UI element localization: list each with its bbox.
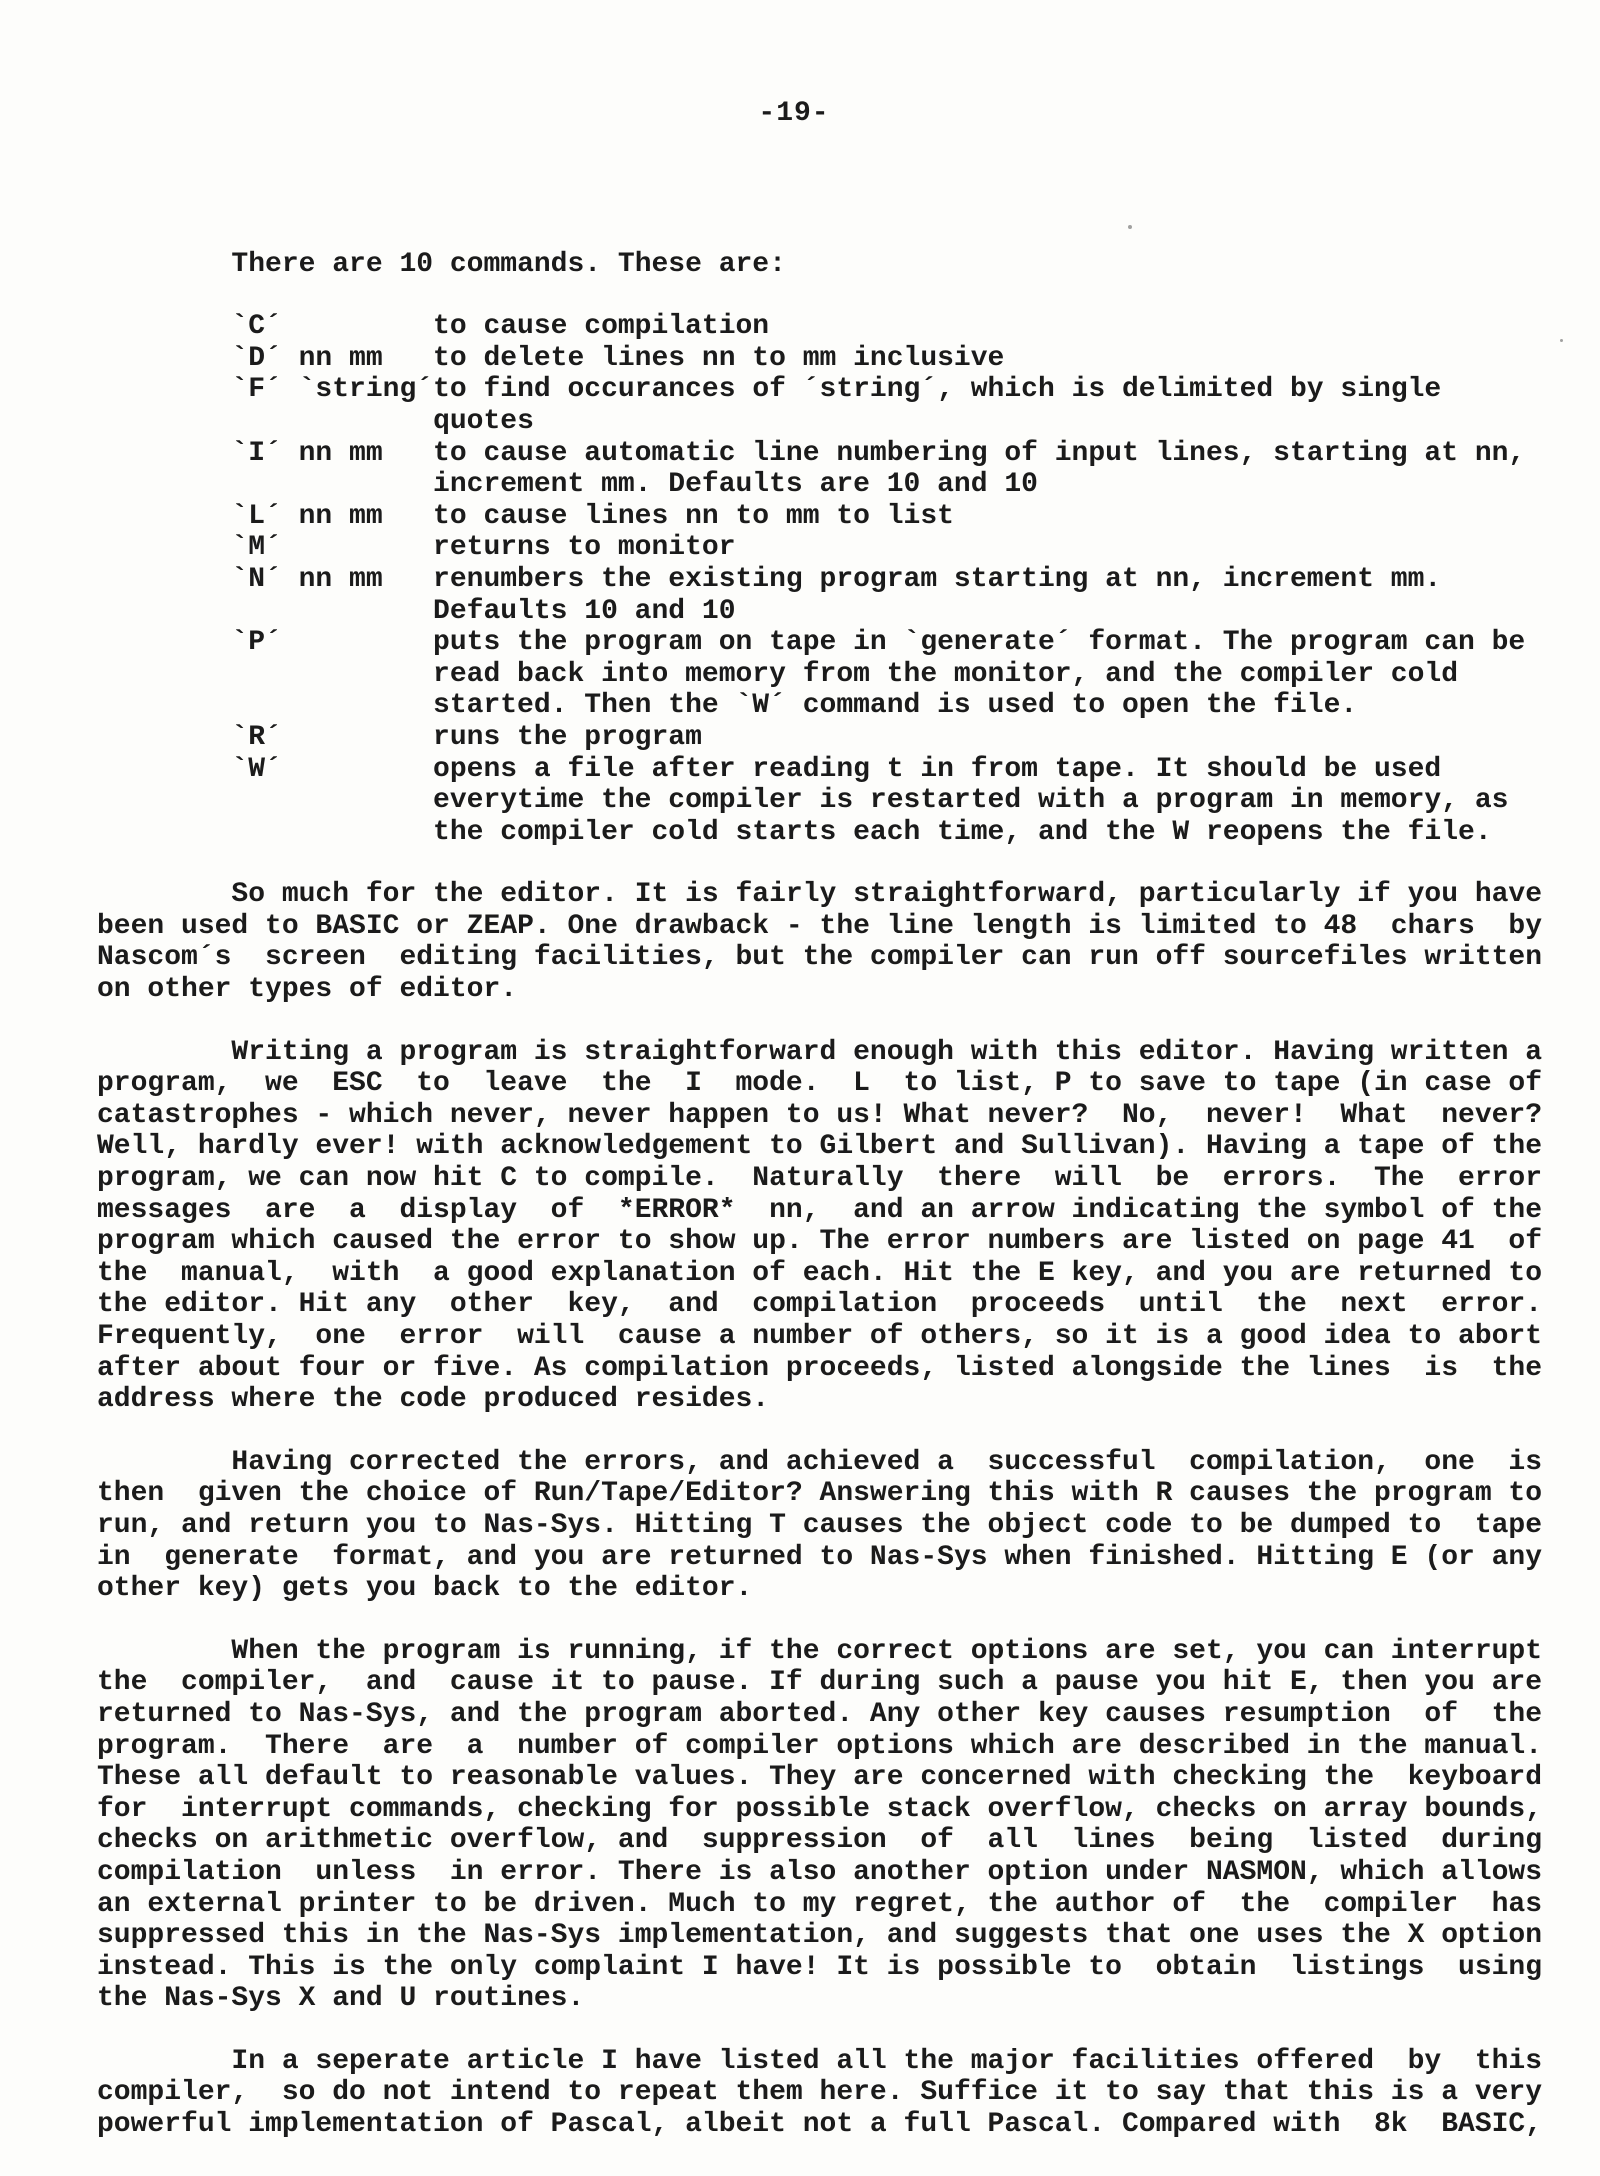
paragraph-line: Well, hardly ever! with acknowledgement to Gilbert and Sullivan). Having a tape of the [97, 1131, 1543, 1163]
command-key: `W´ [231, 753, 282, 785]
paragraph-line: for interrupt commands, checking for possible stack overflow, checks on array bounds, [97, 1793, 1543, 1825]
page-content [97, 98, 1557, 2141]
command-row [97, 438, 1557, 501]
paragraph-line: the compiler, and cause it to pause. If during such a pause you hit E, then you are [97, 1667, 1543, 1699]
scan-speck [1560, 339, 1563, 342]
paragraph-line: These all default to reasonable values. They are concerned with checking the keyboard [97, 1762, 1543, 1794]
intro-line: There are 10 commands. These are: [231, 248, 786, 280]
command-description [433, 374, 1557, 437]
paragraph-line: When the program is running, if the correct options are set, you can interrupt [231, 1635, 1543, 1667]
paragraph-line: Writing a program is straightforward enough with this editor. Having written a [231, 1036, 1543, 1068]
command-description-line: to cause compilation [433, 311, 770, 343]
command-description-line: the compiler cold starts each time, and the W reopens the file. [433, 816, 1492, 848]
paragraph-line: returned to Nas-Sys, and the program aborted. Any other key causes resumption of the [97, 1698, 1543, 1730]
command-description [433, 438, 1557, 501]
command-row [97, 532, 1557, 564]
paragraph-line: powerful implementation of Pascal, albeit not a full Pascal. Compared with 8k BASIC, [97, 2109, 1543, 2141]
paragraph-line: then given the choice of Run/Tape/Editor? Answering this with R causes the program to [97, 1478, 1543, 1510]
command-key: `L´ nn mm [231, 500, 383, 532]
paragraph-line: the manual, with a good explanation of each. Hit the E key, and you are returned to [97, 1257, 1543, 1289]
paragraph [97, 1447, 1557, 1605]
paragraph-line: In a seperate article I have listed all the major facilities offered by this [231, 2045, 1543, 2077]
paragraph-line: an external printer to be driven. Much to my regret, the author of the compiler has [97, 1888, 1543, 1920]
paragraph-line: the Nas-Sys X and U routines. [97, 1983, 585, 2015]
paragraph-line: other key) gets you back to the editor. [97, 1573, 753, 1605]
paragraph-line: Frequently, one error will cause a number of others, so it is a good idea to abort [97, 1321, 1543, 1352]
paragraph [97, 1636, 1557, 2015]
command-description-line: everytime the compiler is restarted with a program in memory, as [433, 785, 1509, 817]
paragraph-line: Having corrected the errors, and achieved a successful compilation, one is [231, 1446, 1543, 1478]
command-description-line: to cause automatic line numbering of input lines, starting at nn, [433, 437, 1526, 469]
paragraphs-container [97, 879, 1557, 2140]
paragraph-line: the editor. Hit any other key, and compilation proceeds until the next error. [97, 1289, 1543, 1321]
command-row [97, 564, 1557, 627]
paragraph-line: checks on arithmetic overflow, and suppression of all lines being listed during [97, 1825, 1543, 1857]
paragraph-line: program. There are a number of compiler options which are described in the manual. [97, 1730, 1543, 1762]
paragraph [97, 879, 1557, 1005]
paragraph-line: run, and return you to Nas-Sys. Hitting T causes the object code to be dumped to tape [97, 1509, 1543, 1541]
command-description-line: to find occurances of ´string´, which is delimited by single [433, 374, 1442, 406]
command-description-line: read back into memory from the monitor, and the compiler cold [433, 658, 1459, 690]
command-key: `N´ nn mm [231, 563, 383, 595]
paragraph-line: compilation unless in error. There is also another option under NASMON, which allows [97, 1856, 1543, 1888]
paragraph-line: Nascom´s screen editing facilities, but the compiler can run off sourcefiles written [97, 942, 1543, 974]
paragraph-line: program, we ESC to leave the I mode. L to list, P to save to tape (in case of [97, 1068, 1543, 1100]
command-row [97, 311, 1557, 343]
command-description-line: opens a file after reading t in from tape. It should be used [433, 753, 1442, 785]
paragraph-line: messages are a display of *ERROR* nn, and an arrow indicating the symbol of the [97, 1194, 1543, 1226]
command-key: `I´ nn mm [231, 437, 383, 469]
paragraph [97, 1037, 1557, 1416]
paragraph-line: program which caused the error to show up. The error numbers are listed on page 41 of [97, 1226, 1543, 1258]
command-row [97, 627, 1557, 722]
page-number: -19- [758, 98, 830, 129]
command-description-line: runs the program [433, 721, 702, 753]
paragraph-line: So much for the editor. It is fairly straightforward, particularly if you have [231, 879, 1543, 911]
paragraph-line: program, we can now hit C to compile. Naturally there will be errors. The error [97, 1163, 1543, 1195]
command-description-line: to cause lines nn to mm to list [433, 500, 954, 532]
command-key: `M´ [231, 532, 282, 564]
command-description [433, 564, 1557, 627]
paragraph-line: compiler, so do not intend to repeat them here. Suffice it to say that this is a very [97, 2077, 1543, 2109]
command-row [97, 722, 1557, 754]
command-key: `P´ [231, 627, 282, 659]
command-description-line: puts the program on tape in `generate´ format. The program can be [433, 627, 1526, 659]
command-key: `F´ `string´ [231, 374, 434, 406]
command-description-line: quotes [433, 405, 534, 437]
command-row [97, 754, 1557, 849]
command-row [97, 374, 1557, 437]
command-description [433, 627, 1557, 722]
command-description [433, 311, 1557, 343]
command-description [433, 501, 1557, 533]
command-description-line: to delete lines nn to mm inclusive [433, 342, 1005, 374]
command-description [433, 532, 1557, 564]
command-row [97, 343, 1557, 375]
command-description-line: increment mm. Defaults are 10 and 10 [433, 469, 1038, 501]
paragraph-line: address where the code produced resides. [97, 1384, 770, 1416]
paragraph-line: in generate format, and you are returned to Nas-Sys when finished. Hitting E (or any [97, 1541, 1543, 1573]
paragraph [97, 2046, 1557, 2141]
command-description [433, 754, 1557, 849]
command-description-line: returns to monitor [433, 532, 736, 564]
command-description-line: Defaults 10 and 10 [433, 595, 736, 627]
command-row [97, 501, 1557, 533]
scan-speck [1128, 225, 1132, 229]
command-key: `R´ [231, 721, 282, 753]
paragraph-line: on other types of editor. [97, 974, 518, 1006]
command-list [97, 311, 1557, 848]
command-key: `D´ nn mm [231, 342, 383, 374]
paragraph-line: suppressed this in the Nas-Sys implementation, and suggests that one uses the X option [97, 1920, 1543, 1952]
paragraph-line: after about four or five. As compilation proceeds, listed alongside the lines is the [97, 1352, 1543, 1384]
command-description [433, 722, 1557, 754]
command-description [433, 343, 1557, 375]
command-description-line: started. Then the `W´ command is used to open the file. [433, 690, 1358, 722]
paragraph-line: catastrophes - which never, never happen to us! What never? No, never! What never? [97, 1099, 1543, 1131]
command-key: `C´ [231, 311, 282, 343]
paragraph-line: instead. This is the only complaint I have! It is possible to obtain listings using [97, 1951, 1543, 1983]
command-description-line: renumbers the existing program starting at nn, increment mm. [433, 563, 1442, 595]
paragraph-line: been used to BASIC or ZEAP. One drawback - the line length is limited to 48 chars by [97, 910, 1543, 942]
